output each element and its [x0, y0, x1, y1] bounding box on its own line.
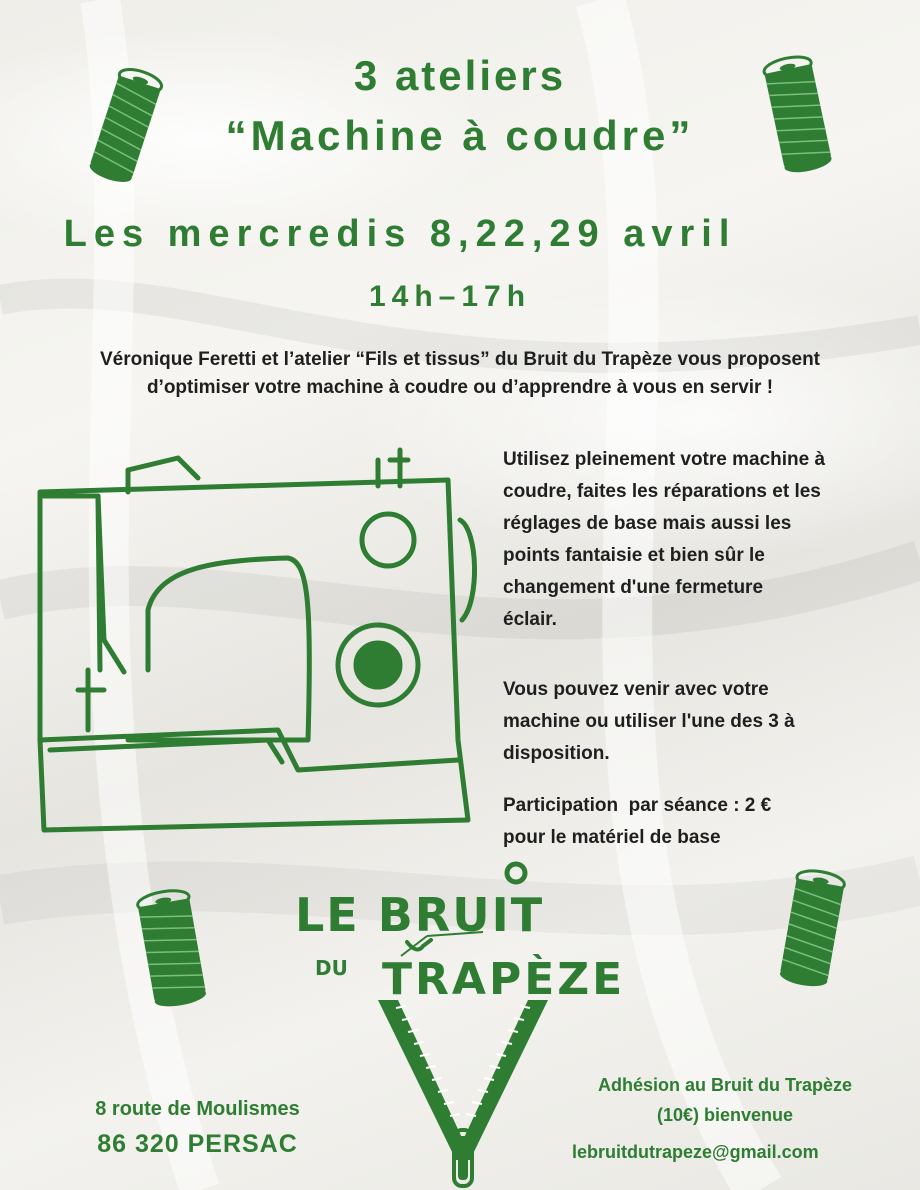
logo-line-1: LE BRUIT: [295, 888, 545, 942]
logo-line-2: DU: [315, 956, 348, 980]
le-bruit-du-trapeze-logo: [285, 860, 645, 1010]
desc-line: changement d'une fermeture: [503, 577, 764, 598]
thread-spool-icon: [762, 860, 862, 1000]
contact-email[interactable]: lebruitdutrapeze@gmail.com: [572, 1142, 819, 1162]
thread-spool-icon: [80, 58, 170, 198]
membership-text: [560, 1070, 890, 1130]
intro-line-2: d’optimiser votre machine à coudre ou d’apprendre à vous en servir !: [146, 377, 774, 398]
event-hours: 14h–17h: [368, 280, 532, 313]
desc-line: Vous pouvez venir avec votre: [503, 679, 769, 700]
intro-line-1: Véronique Feretti et l’atelier “Fils et tissus” du Bruit du Trapèze vous proposent: [99, 349, 821, 370]
logo-line-3: TRAPÈZE: [382, 954, 626, 998]
address-city: 86 320 PERSAC: [97, 1130, 298, 1158]
thread-spool-icon: [748, 46, 848, 186]
description-paragraph-2: [503, 674, 913, 770]
desc-line: Participation par séance : 2 €: [503, 795, 772, 816]
desc-line: Utilisez pleinement votre machine à: [503, 449, 826, 470]
desc-line: points fantaisie et bien sûr le: [503, 545, 765, 566]
desc-line: pour le matériel de base: [503, 827, 721, 848]
title-line-1: 3 ateliers: [353, 52, 567, 99]
participation-price: [503, 790, 913, 854]
zipper-illustration: [378, 1000, 548, 1190]
desc-line: machine ou utiliser l'une des 3 à: [503, 711, 795, 732]
thread-spool-icon: [120, 880, 225, 1020]
desc-line: coudre, faites les réparations et les: [503, 481, 821, 502]
desc-line: éclair.: [503, 609, 557, 630]
sewing-machine-illustration: [28, 440, 488, 850]
description-paragraph-1: [503, 444, 913, 636]
membership-line-1: Adhésion au Bruit du Trapèze: [597, 1075, 853, 1095]
address-street: 8 route de Moulismes: [95, 1098, 300, 1120]
membership-line-2: (10€) bienvenue: [656, 1105, 794, 1125]
event-dates: Les mercredis 8,22,29 avril: [63, 213, 737, 255]
desc-line: réglages de base mais aussi les: [503, 513, 792, 534]
desc-line: disposition.: [503, 743, 610, 764]
intro-text: [20, 346, 900, 402]
logo-dot-circle: [503, 860, 529, 886]
title-line-2: “Machine à coudre”: [225, 112, 695, 159]
